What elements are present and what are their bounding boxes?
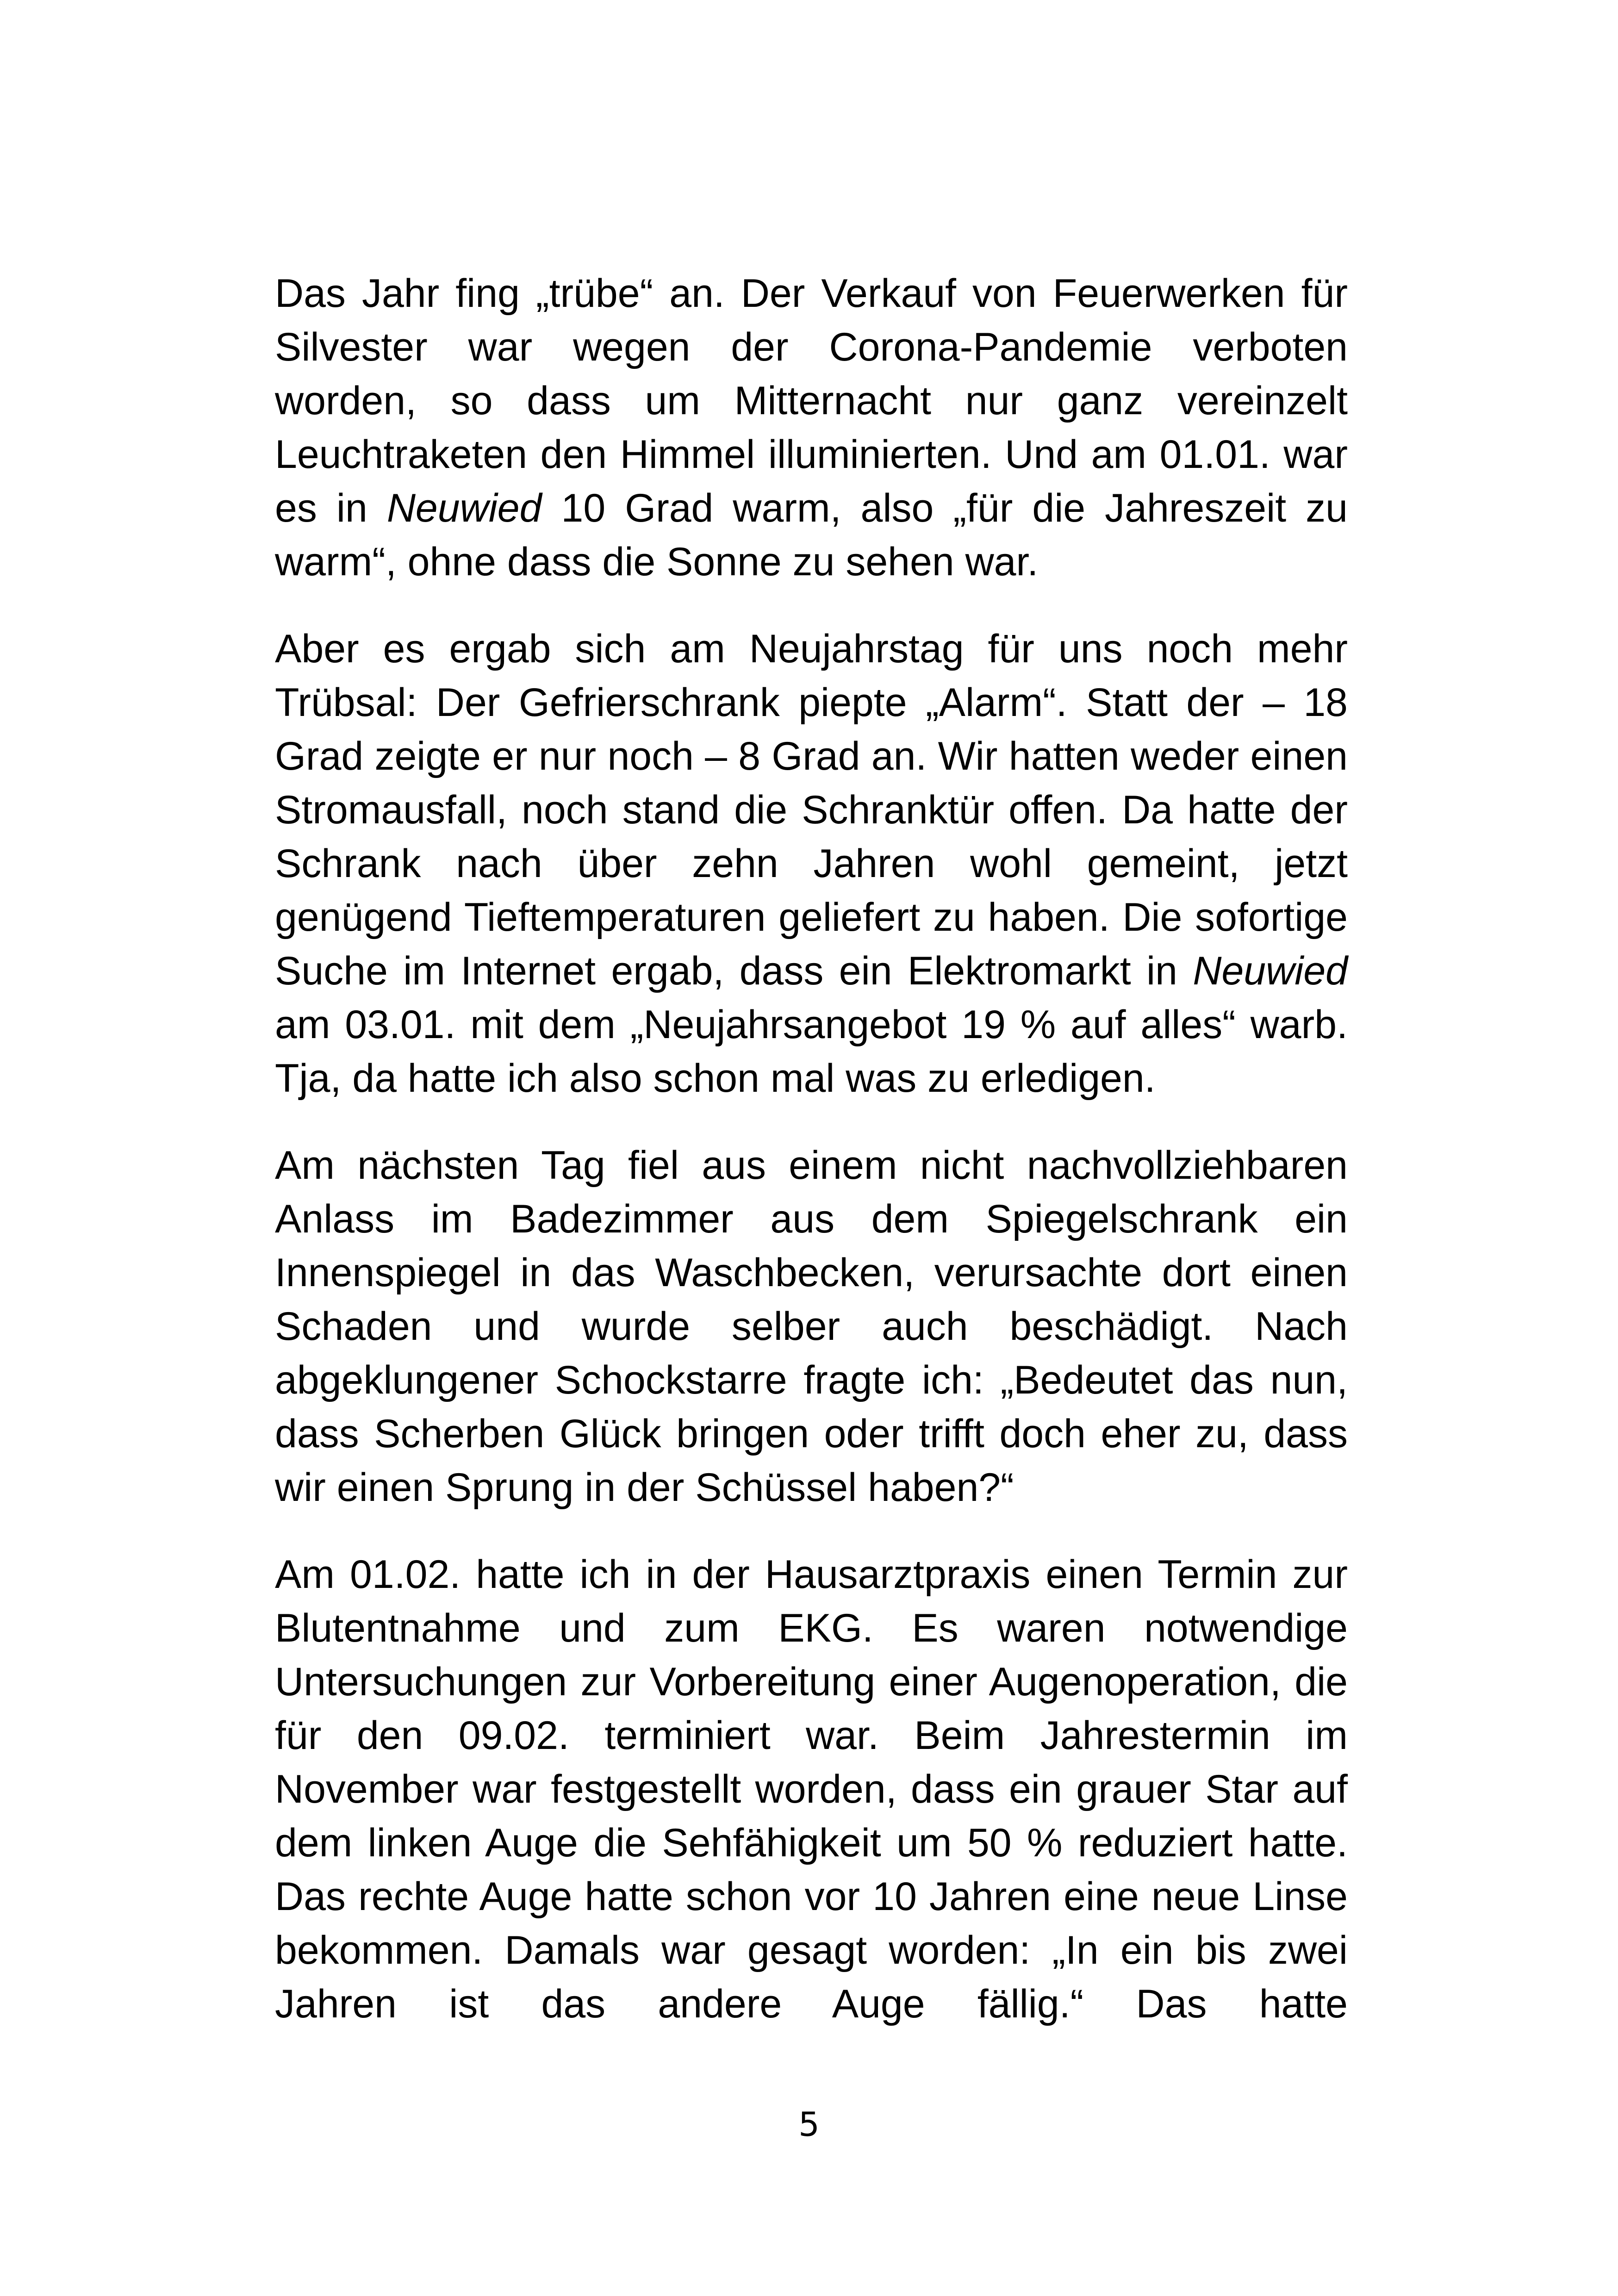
place-name-neuwied: Neuwied: [386, 486, 542, 530]
paragraph-new-year: [275, 267, 1348, 589]
page-number: 5: [798, 2105, 820, 2144]
paragraph-freezer-text-2: am 03.01. mit dem „Neujahrsangebot 19 % auf alles“ warb. Tja, da hatte ich also schon mal was zu erledigen.: [275, 1002, 1348, 1101]
paragraph-freezer: [275, 622, 1348, 1105]
paragraph-new-year-text-1: Das Jahr fing „trübe“ an. Der Verkauf von Feuerwerken für Silvester war wegen der Corona-Pandemie verboten worden, so dass um Mitternacht nur ganz vereinzelt Leuchtraketen den Himmel illuminierten. Und am 01.01. war es in: [275, 271, 1348, 530]
paragraph-freezer-text-1: Aber es ergab sich am Neujahrstag für uns noch mehr Trübsal: Der Gefrierschrank piepte „Alarm“. Statt der – 18 Grad zeigte er nur noch – 8 Grad an. Wir hatten weder einen Stromausfall, noch stand die Schranktür offen. Da hatte der Schrank nach über zehn Jahren wohl gemeint, jetzt genügend Tieftemperaturen geliefert zu haben. Die sofortige Suche im Internet ergab, dass ein Elektromarkt in: [275, 627, 1348, 993]
paragraph-eye-surgery: Am 01.02. hatte ich in der Hausarztpraxis einen Termin zur Blutentnahme und zum EKG. Es waren notwendige Untersuchungen zur Vorbereitung einer Augenoperation, die für den 09.02. terminiert war. Beim Jahrestermin im November war festgestellt worden, dass ein grauer Star auf dem linken Auge die Sehfähigkeit um 50 % reduziert hatte. Das rechte Auge hatte schon vor 10 Jahren eine neue Linse bekommen. Damals war gesagt worden: „In ein bis zwei Jahren ist das andere Auge fällig.“ Das hatte: [275, 1552, 1348, 2026]
body-text: [275, 267, 1348, 2031]
paragraph-new-year-text-2: 10 Grad warm, also „für die Jahreszeit zu warm“, ohne dass die Sonne zu sehen war.: [275, 486, 1348, 584]
paragraph-mirror: Am nächsten Tag fiel aus einem nicht nachvollziehbaren Anlass im Badezimmer aus dem Spiegelschrank ein Innenspiegel in das Waschbecken, verursachte dort einen Schaden und wurde selber auch beschädigt. Nach abgeklungener Schockstarre fragte ich: „Bedeutet das nun, dass Scherben Glück bringen oder trifft doch eher zu, dass wir einen Sprung in der Schüssel haben?“: [275, 1143, 1348, 1510]
place-name-neuwied: Neuwied: [1193, 949, 1348, 993]
